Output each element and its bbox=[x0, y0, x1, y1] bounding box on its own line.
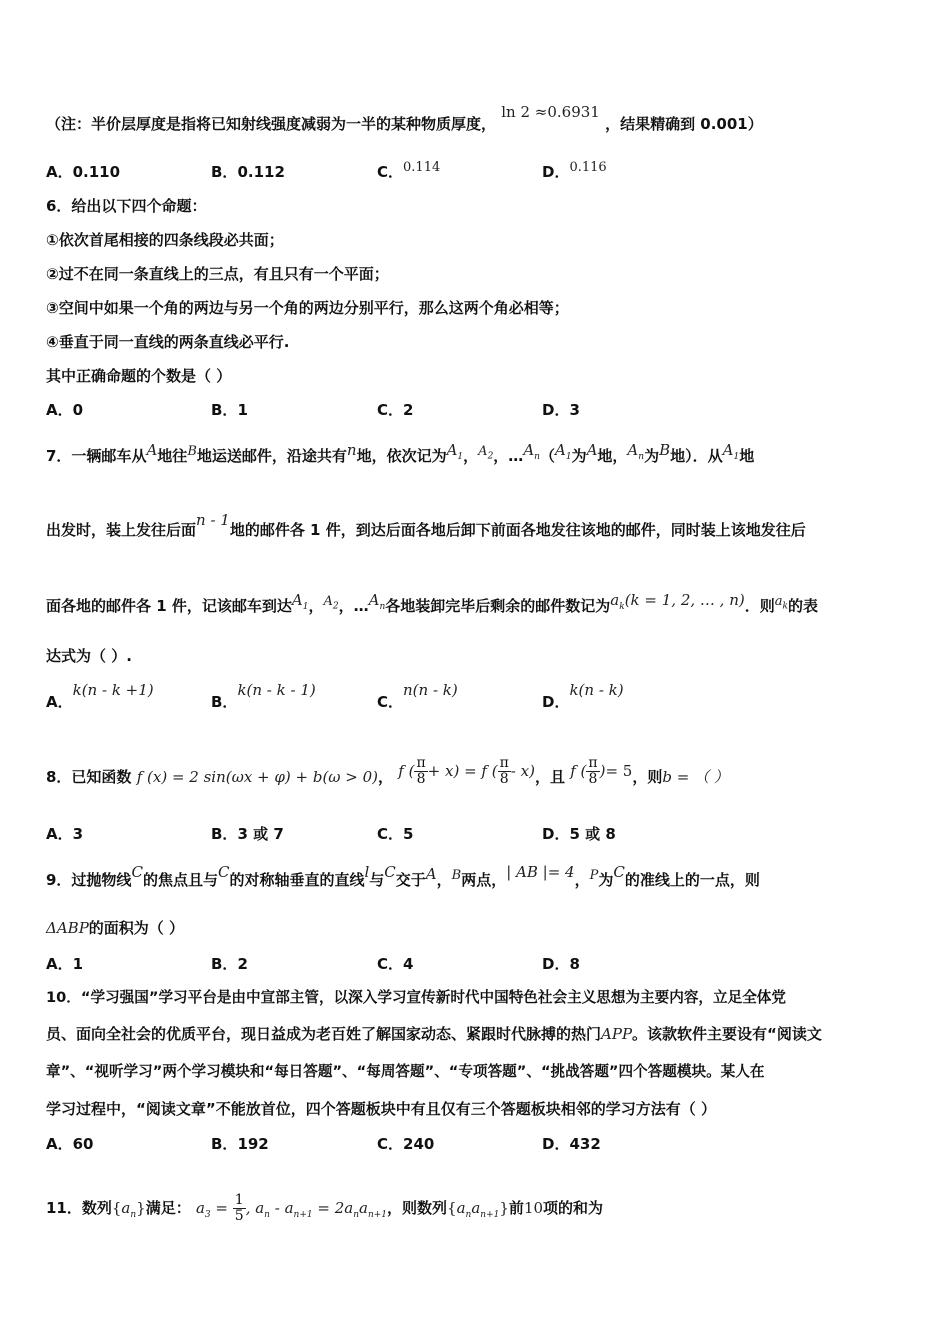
q5-option-d[interactable]: D．0.116 bbox=[542, 160, 607, 181]
q6-item-4: ④垂直于同一直线的两条直线必平行. bbox=[46, 333, 290, 351]
q9-line-1: 9．过抛物线C的焦点且与C的对称轴垂直的直线l与C交于A，B两点，| AB |= 4，P为C的准线上的一点，则 bbox=[46, 863, 760, 889]
q10-line-3: 章”、“视听学习”两个学习模块和“每日答题”、“每周答题”、“专项答题”、“挑战答题”四个答题模块。某人在 bbox=[46, 1063, 765, 1080]
q8-option-a[interactable]: A．3 bbox=[46, 825, 84, 843]
q6-question: 其中正确命题的个数是（ ） bbox=[46, 367, 232, 385]
q6-title: 6．给出以下四个命题： bbox=[46, 197, 207, 215]
q10-option-a[interactable]: A．60 bbox=[46, 1135, 94, 1153]
q8-stem: 8．已知函数 f (x) = 2 sin(ωx + φ) + b(ω > 0)， f ( $\frac{\pi}{8}$ + x) = f ( $\frac{\pi}{8}$ - x)，且 f ( $\frac{\pi}{8}$ )= 5，则b = （ ） bbox=[46, 755, 729, 787]
q7-line-1: 7．一辆邮车从A地往B地运送邮件，沿途共有n地，依次记为$A_1$，$A_2$，$\dots A_n(A_1$为A地，$A_n$为B地）．从$A_1$地 bbox=[46, 441, 755, 465]
q10-line-1: 10．“学习强国”学习平台是由中宣部主管，以深入学习宣传新时代中国特色社会主义思想为主要内容，立足全体党 bbox=[46, 989, 786, 1006]
q6-item-1: ①依次首尾相接的四条线段必共面； bbox=[46, 231, 284, 249]
q9-option-d[interactable]: D．8 bbox=[542, 955, 580, 973]
q10-line-2: 员、面向全社会的优质平台，现日益成为老百姓了解国家动态、紧跟时代脉搏的热门APP。该款软件主要设有“阅读文 bbox=[46, 1025, 822, 1043]
q5-option-b[interactable]: B．0.112 bbox=[211, 163, 285, 181]
q9-line-2: ΔABP的面积为（ ） bbox=[46, 919, 185, 937]
q7-line-3: 面各地的邮件各 1 件，记该邮车到达$A_1$，$A_2$，$\dots A_n$各地装卸完毕后剩余的邮件数记为$a_k(k = 1$, 2, … , n)．则$a_k$的表 bbox=[46, 591, 818, 615]
ln2-approx: ln 2 ≈0.6931 bbox=[501, 103, 600, 121]
q6-item-2: ②过不在同一条直线上的三点，有且只有一个平面； bbox=[46, 265, 389, 283]
q6-option-d[interactable]: D．3 bbox=[542, 401, 580, 419]
q5-option-a[interactable]: A．0.110 bbox=[46, 163, 121, 181]
q10-option-b[interactable]: B．192 bbox=[211, 1135, 269, 1153]
q6-option-a[interactable]: A．0 bbox=[46, 401, 84, 419]
q8-option-b[interactable]: B．3 或 7 bbox=[211, 825, 284, 843]
q5-note-suffix: ，结果精确到 0.001） bbox=[605, 115, 763, 133]
q7-line-4: 达式为（ ）. bbox=[46, 647, 132, 665]
q6-option-c[interactable]: C．2 bbox=[377, 401, 414, 419]
q6-item-3: ③空间中如果一个角的两边与另一个角的两边分别平行，那么这两个角必相等； bbox=[46, 299, 569, 317]
q9-option-a[interactable]: A．1 bbox=[46, 955, 84, 973]
q8-function: f (x) = 2 sin(ωx + φ) + b(ω > 0) bbox=[136, 768, 379, 786]
q5-note-prefix: （注：半价层厚度是指将已知射线强度减弱为一半的某种物质厚度， bbox=[46, 115, 497, 133]
q7-option-a[interactable]: A．k(n - k +1) bbox=[46, 681, 154, 711]
q7-line-2: 出发时，装上发往后面n - 1地的邮件各 1 件，到达后面各地后卸下前面各地发往该地的邮件，同时装上该地发往后 bbox=[46, 511, 806, 539]
q9-option-c[interactable]: C．4 bbox=[377, 955, 414, 973]
q8-option-c[interactable]: C．5 bbox=[377, 825, 414, 843]
q5-note bbox=[46, 103, 910, 134]
q7-option-d[interactable]: D．k(n - k) bbox=[542, 681, 624, 711]
q10-option-c[interactable]: C．240 bbox=[377, 1135, 435, 1153]
q11-stem: 11．数列$\{a_n\}$满足： $a_3$ = $\frac{1}{5}$ , $a_n - a_{n+1} = 2a_na_{n+1}$，则数列$\{a_na_{n+1}\}$前10项的和为 bbox=[46, 1192, 604, 1224]
q7-option-c[interactable]: C．n(n - k) bbox=[377, 681, 458, 711]
q7-option-b[interactable]: B．k(n - k - 1) bbox=[211, 681, 316, 711]
q10-option-d[interactable]: D．432 bbox=[542, 1135, 601, 1153]
q6-option-b[interactable]: B．1 bbox=[211, 401, 248, 419]
q9-option-b[interactable]: B．2 bbox=[211, 955, 248, 973]
q10-line-4: 学习过程中，“阅读文章”不能放首位，四个答题板块中有且仅有三个答题板块相邻的学习方法有（ ） bbox=[46, 1100, 716, 1118]
q8-option-d[interactable]: D．5 或 8 bbox=[542, 825, 616, 843]
q5-option-c[interactable]: C．0.114 bbox=[377, 160, 441, 181]
